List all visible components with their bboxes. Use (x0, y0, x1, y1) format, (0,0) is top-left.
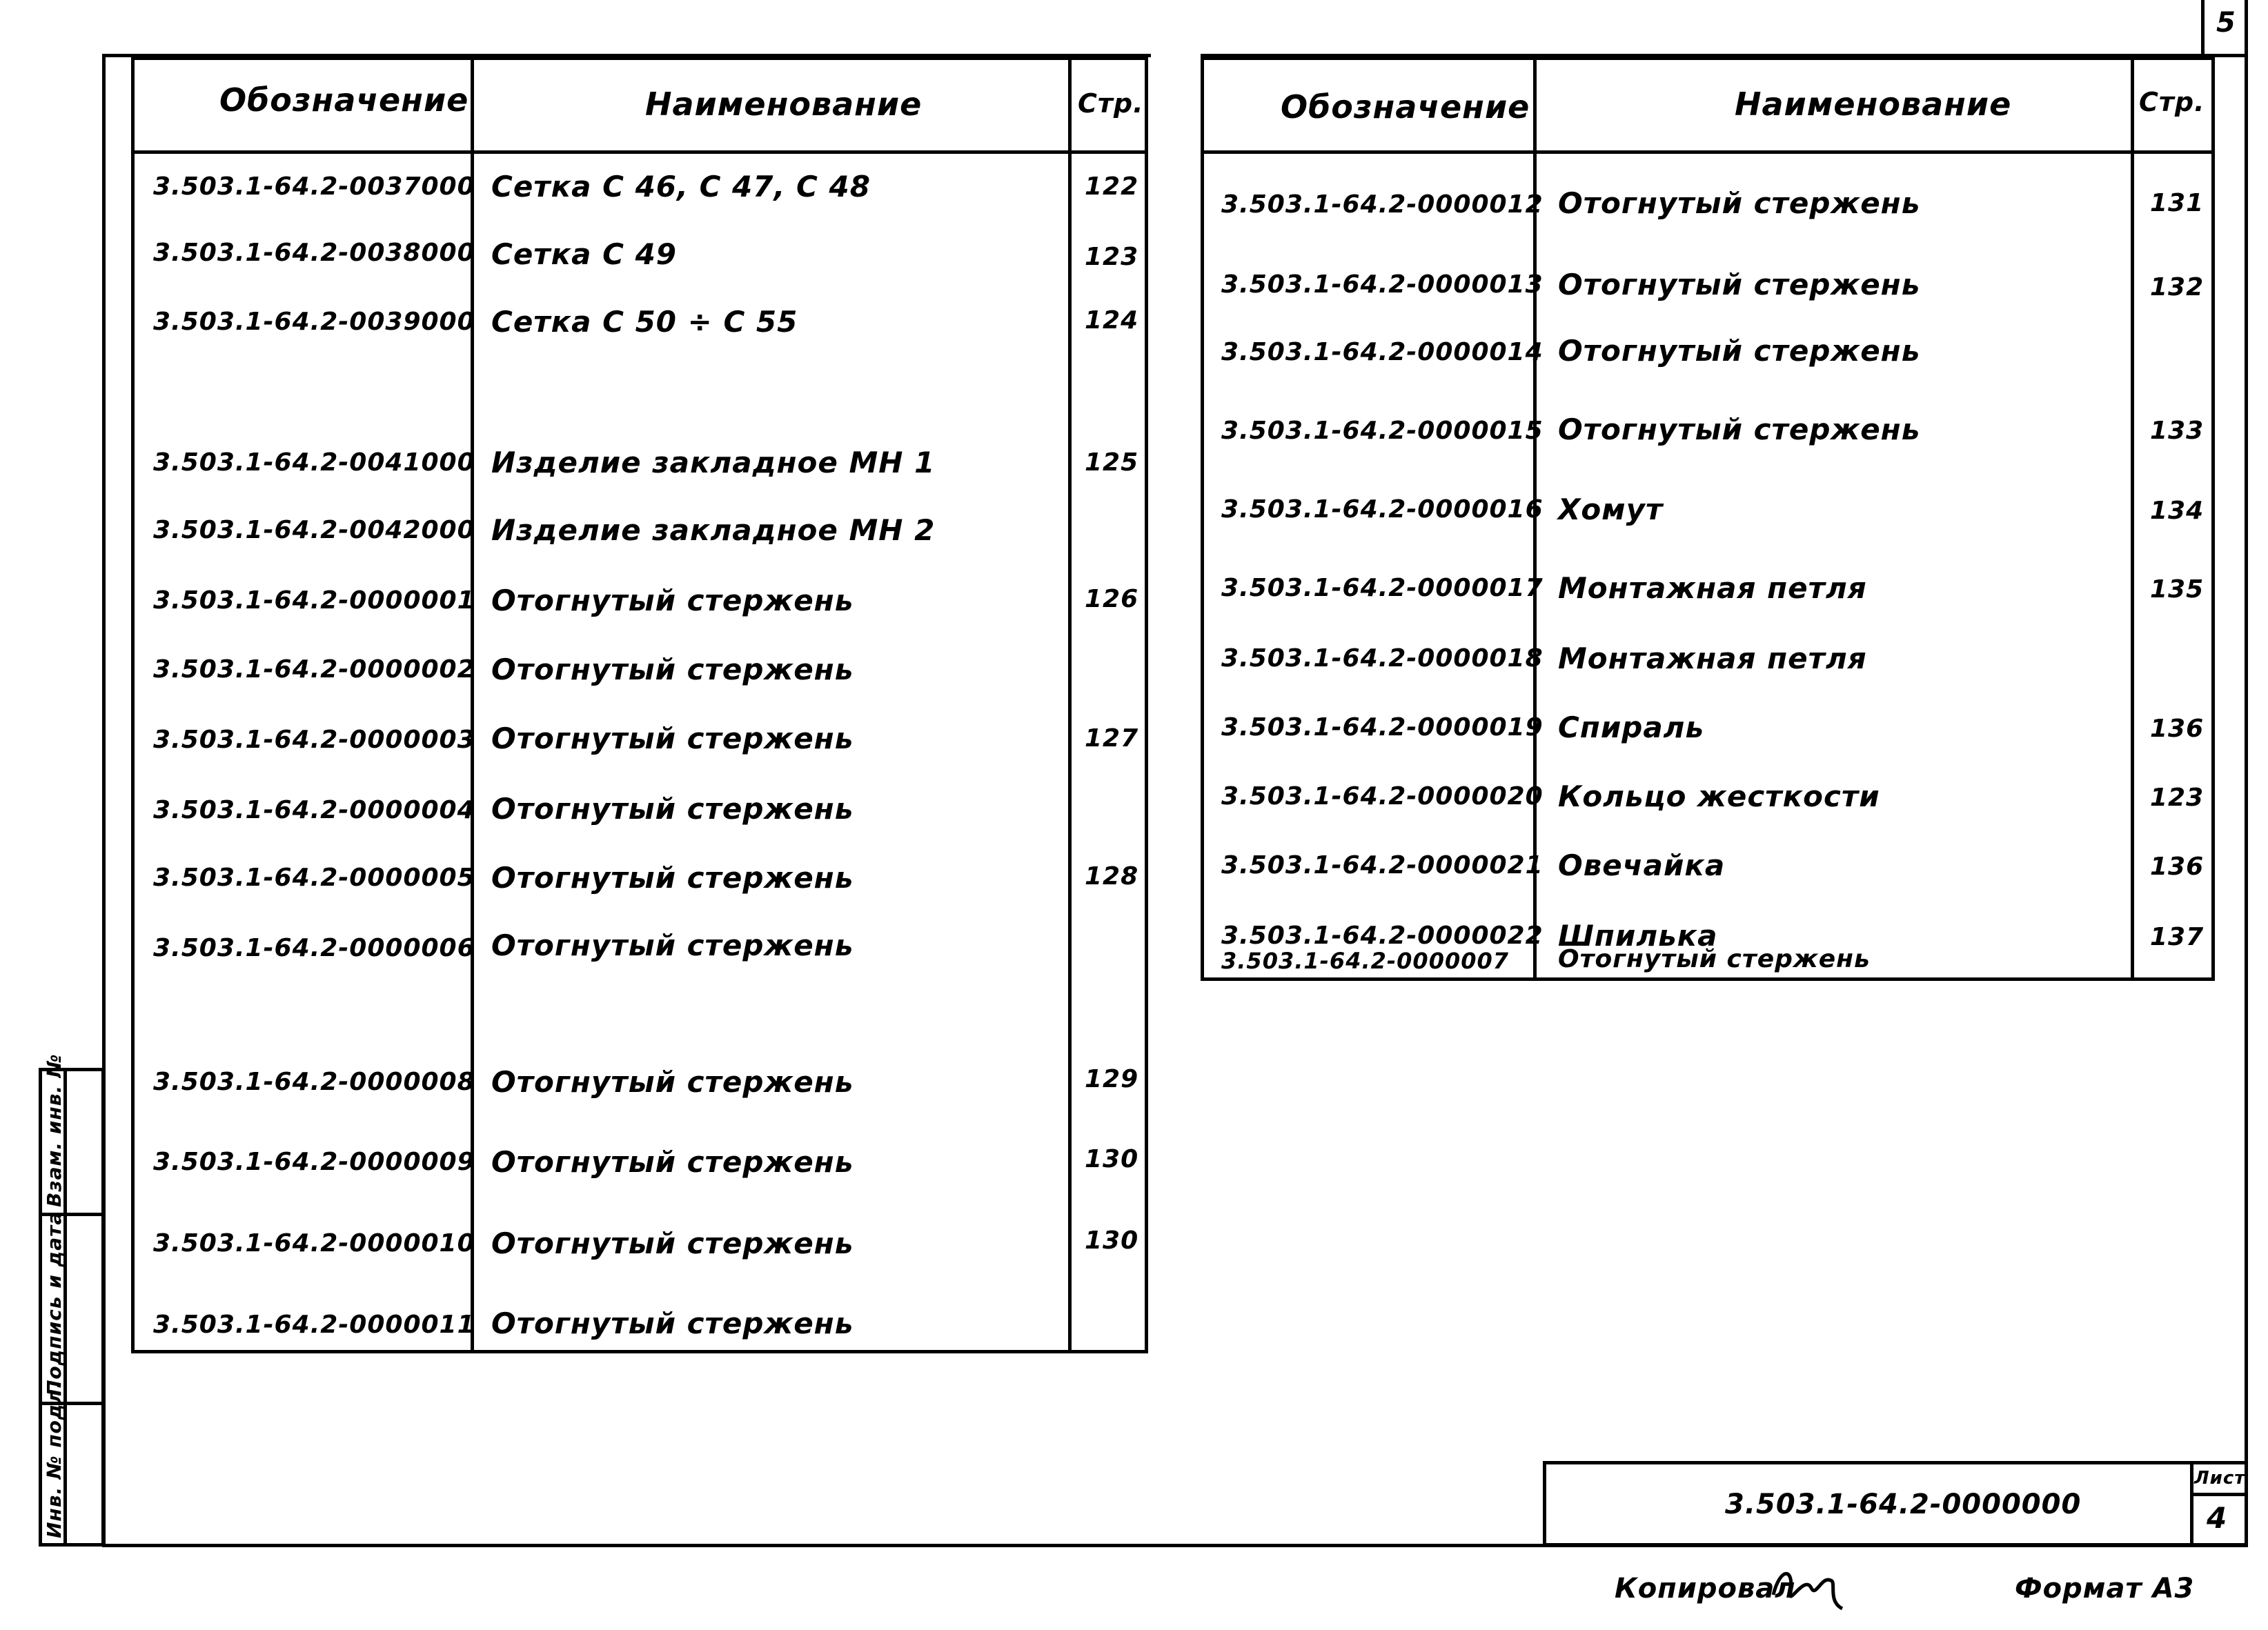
table-row-designation: 3.503.1-64.2-0038000 (153, 239, 475, 267)
side-stamp-inv-original: Инв. № подл. (43, 1380, 66, 1538)
table-row-designation: 3.503.1-64.2-0000012 (1221, 190, 1544, 219)
right-header-page: Стр. (2139, 87, 2205, 117)
table-row-name: Отогнутый стержень (491, 722, 854, 755)
table-row-name: Монтажная петля (1558, 642, 1867, 675)
table-row-designation: 3.503.1-64.2-0000014 (1221, 338, 1544, 366)
frame-right-line (2245, 0, 2248, 1547)
table-row-name: Отогнутый стержень (491, 928, 854, 962)
copier-signature (1766, 1560, 1849, 1616)
table-row-name: Отогнутый стержень (1558, 413, 1921, 446)
table-row-page: 136 (2150, 715, 2205, 743)
table-row-page: 123 (1085, 243, 1139, 271)
table-row-name: Отогнутый стержень (491, 792, 854, 826)
table-row-name: Сетка С 49 (491, 237, 678, 271)
table-row-name: Отогнутый стержень (491, 653, 854, 686)
table-row-name: Отогнутый стержень (491, 1306, 854, 1340)
table-row-name: Кольцо жесткости (1558, 779, 1880, 813)
table-row-designation: 3.503.1-64.2-0000020 (1221, 782, 1544, 811)
table-row-designation: 3.503.1-64.2-0000006 (153, 934, 475, 962)
table-row-name: Монтажная петля (1558, 571, 1867, 605)
table-row-designation: 3.503.1-64.2-0000009 (153, 1148, 475, 1176)
table-row-page: 130 (1085, 1226, 1139, 1255)
left-header-designation: Обозначение (219, 81, 469, 119)
right-header-name: Наименование (1735, 86, 2012, 123)
copied-by-label: Копировал (1615, 1573, 1796, 1604)
table-row-name: Отогнутый стержень (491, 1226, 854, 1260)
right-header-designation: Обозначение (1281, 88, 1530, 126)
document-code: 3.503.1-64.2-0000000 (1725, 1489, 2082, 1520)
table-row-designation: 3.503.1-64.2-0000008 (153, 1068, 475, 1096)
table-row-designation: 3.503.1-64.2-0000019 (1221, 713, 1544, 742)
table-row-designation: 3.503.1-64.2-0000013 (1221, 270, 1544, 299)
left-header-page: Стр. (1078, 88, 1144, 119)
table-row-name: Отогнутый стержень (1558, 186, 1921, 220)
table-row-designation: 3.503.1-64.2-0000022 (1221, 922, 1544, 950)
table-row-name: Овечайка (1558, 848, 1726, 882)
table-row-name: Отогнутый стержень (1558, 268, 1921, 301)
table-row-page: 132 (2150, 273, 2205, 301)
table-row-page: 136 (2150, 853, 2205, 881)
corner-sheet-number: 5 (2216, 7, 2236, 39)
table-row-page: 137 (2150, 923, 2205, 951)
title-block-sheet-divider (2190, 1493, 2248, 1496)
left-col-divider-2 (1068, 57, 1072, 1353)
right-col-divider-2 (2131, 57, 2134, 981)
table-row-designation: 3.503.1-64.2-0000011 (153, 1311, 475, 1339)
table-row-page: 129 (1085, 1065, 1139, 1093)
table-row-designation: 3.503.1-64.2-0037000 (153, 172, 475, 201)
table-row-name: Отогнутый стержень (491, 584, 854, 617)
table-row-name: Хомут (1558, 493, 1664, 526)
title-block-divider (2190, 1461, 2193, 1547)
table-row-page: 135 (2150, 575, 2205, 604)
table-row-page: 131 (2150, 189, 2205, 217)
table-row-name: Сетка С 50 ÷ С 55 (491, 305, 798, 339)
table-row-page: 128 (1085, 862, 1139, 891)
sheet-number: 4 (2207, 1501, 2228, 1535)
table-row-designation: 3.503.1-64.2-0000016 (1221, 495, 1544, 524)
table-row-page: 126 (1085, 585, 1139, 613)
table-row-designation: 3.503.1-64.2-0000015 (1221, 417, 1544, 445)
table-row-designation: 3.503.1-64.2-0000010 (153, 1229, 475, 1258)
table-row-page: 133 (2150, 417, 2205, 445)
table-row-name: Спираль (1558, 710, 1704, 744)
table-row-designation: 3.503.1-64.2-0000021 (1221, 851, 1544, 879)
left-header-line (131, 150, 1148, 154)
table-row-designation: 3.503.1-64.2-0039000 (153, 308, 475, 336)
side-stamp-replaced-inv: Взам. инв. № (43, 1053, 66, 1207)
table-row-page: 127 (1085, 724, 1139, 753)
table-row-name: Отогнутый стержень (491, 1145, 854, 1179)
table-row-name: Отогнутый стержень (1558, 334, 1921, 368)
table-row-designation: 3.503.1-64.2-0000007 (1221, 948, 1510, 974)
table-row-designation: 3.503.1-64.2-0000002 (153, 655, 475, 684)
table-row-designation: 3.503.1-64.2-0041000 (153, 448, 475, 477)
corner-box-line (2201, 0, 2205, 55)
table-row-name: Отогнутый стержень (491, 1065, 854, 1099)
table-row-designation: 3.503.1-64.2-0000005 (153, 864, 475, 892)
table-row-name: Изделие закладное МН 1 (491, 446, 936, 479)
table-row-name: Сетка С 46, С 47, С 48 (491, 170, 871, 203)
table-row-name: Отогнутый стержень (491, 861, 854, 895)
table-row-page: 123 (2150, 784, 2205, 812)
format-label: Формат А3 (2015, 1573, 2195, 1604)
table-row-designation: 3.503.1-64.2-0000017 (1221, 574, 1544, 602)
side-stamp-signature-date: Подпись и дата (43, 1211, 66, 1396)
table-row-page: 124 (1085, 306, 1139, 335)
table-row-designation: 3.503.1-64.2-0000001 (153, 586, 475, 615)
table-row-name: Шпилька (1558, 919, 1718, 953)
table-row-page: 134 (2150, 497, 2205, 525)
left-header-name: Наименование (645, 86, 923, 123)
table-row-page: 130 (1085, 1145, 1139, 1173)
table-row-page: 122 (1085, 172, 1139, 201)
table-row-designation: 3.503.1-64.2-0000018 (1221, 644, 1544, 673)
table-row-designation: 3.503.1-64.2-0000004 (153, 796, 475, 824)
table-row-name: Отогнутый стержень (1558, 945, 1871, 973)
table-row-page: 125 (1085, 448, 1139, 477)
sheet-label: Лист (2194, 1468, 2246, 1489)
right-header-line (1201, 150, 2215, 154)
table-row-designation: 3.503.1-64.2-0000003 (153, 726, 475, 754)
table-row-designation: 3.503.1-64.2-0042000 (153, 516, 475, 544)
table-row-name: Изделие закладное МН 2 (491, 513, 936, 547)
